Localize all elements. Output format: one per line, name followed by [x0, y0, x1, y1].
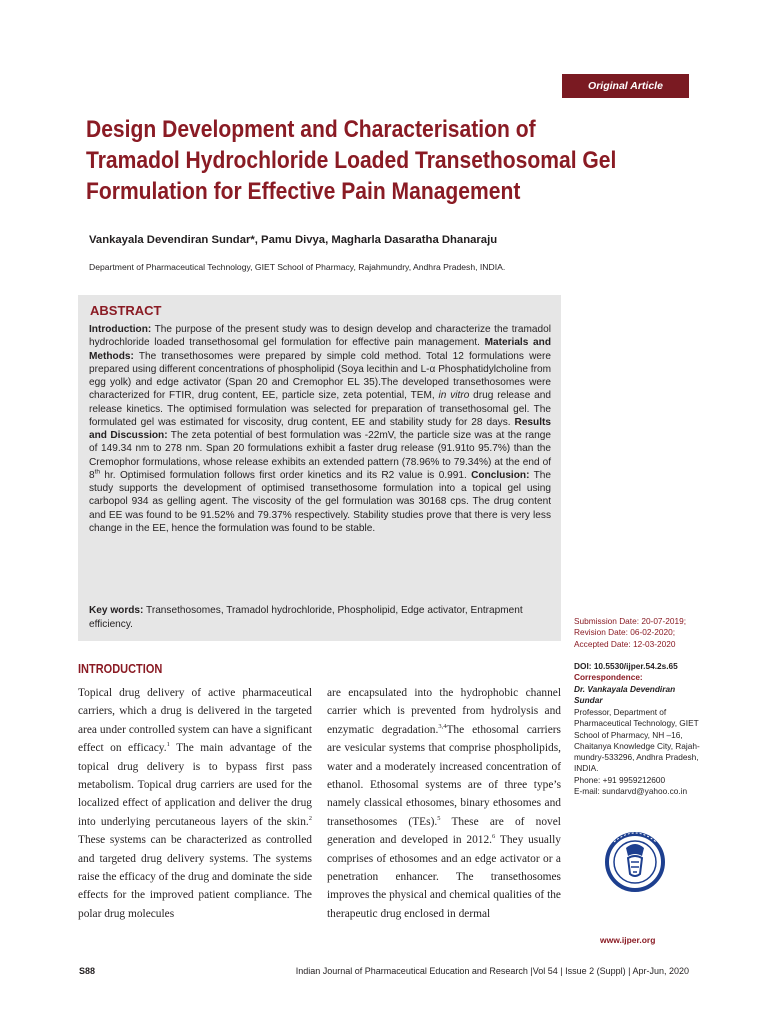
page-number: S88	[79, 966, 96, 976]
abstract-intro-text: The purpose of the present study was to design develop and characterize the tramadol hydrochloride loaded transethosomal gel formulation for effective pain management.	[89, 324, 551, 349]
intro-right-text-4: They usually comprises of ethosomes and an edge activator or a penetration enhancer. The transethosomes improves the physical and chemical qualities of the therapeutic drug enclosed in dermal	[327, 834, 561, 920]
abstract-results-text-2: hr. Optimised formulation follows first order kinetics and its R2 value is 0.991.	[100, 469, 472, 481]
correspondence-name: Dr. Vankayala Devendiran Sundar	[574, 684, 676, 706]
intro-right-text-3: These are of novel generation and developed in 2012.	[327, 815, 561, 847]
correspondence-phone: Phone: +91 9959212600	[574, 774, 666, 785]
abstract-methods-label: Materials and Methods:	[89, 337, 551, 362]
introduction-column-right	[327, 684, 561, 923]
abstract-conclusion-label: Conclusion:	[471, 469, 530, 481]
intro-right-text-2: The ethosomal carriers are vesicular systems that comprise phospholipids, water and a moderately increased concentration of ethanol. Ethosomal systems are of three type’s namely classical ethosomes, binary ethosomes and transethosomes (TEs).	[327, 723, 561, 828]
citation-6: 6	[492, 833, 496, 841]
revision-date: Revision Date: 06-02-2020;	[574, 627, 676, 638]
correspondence-address	[574, 707, 704, 797]
citation-3-4: 3,4	[438, 723, 447, 731]
article-dates	[574, 616, 704, 650]
abstract-methods-italic: in vitro	[438, 390, 470, 402]
abstract-heading: ABSTRACT	[90, 303, 162, 318]
society-seal-logo	[604, 822, 666, 926]
intro-left-text-1: Topical drug delivery of active pharmaceutical carriers, which a drug is delivered in the targeted area under controlled system can have a significant effect on efficacy.	[78, 687, 312, 755]
submission-date: Submission Date: 20-07-2019;	[574, 616, 687, 626]
accepted-date: Accepted Date: 12-03-2020	[574, 638, 676, 649]
abstract-methods-text-2: drug release and release kinetics. The optimised formulation was selected for preparation of transethosomal gel. The formulated gel was estimated for viscosity, drug content, EE and stability study for 28 days.	[89, 390, 552, 428]
abstract-text	[89, 323, 551, 535]
doi: DOI: 10.5530/ijper.54.2s.65	[574, 661, 678, 671]
abstract-results-text: The zeta potential of best formulation was -22mV, the particle size was at the range of 149.34 nm to 278 nm. Span 20 formulations exhibit a faster drug release (91.91to 95.7%) than the Cremophor formulations, whose release exhibits an extended pattern (78.96% to 79.34%) at the end of 8	[89, 430, 551, 481]
correspondence-address-text: Professor, Department of Pharmaceutical Technology, GIET School of Pharmacy, NH –16, Chaitanya Knowledge City, Rajah-mundry-533296, Andhra Pradesh, INDIA.	[574, 707, 700, 774]
article-type-badge: Original Article	[562, 74, 689, 98]
author-affiliation: Department of Pharmaceutical Technology, GIET School of Pharmacy, Rajahmundry, Andhra Pradesh, INDIA.	[89, 262, 506, 272]
article-title: Design Development and Characterisation of Tramadol Hydrochloride Loaded Transethosomal Gel Formulation for Effective Pain Management	[86, 116, 617, 205]
introduction-column-left	[78, 684, 312, 923]
intro-left-text-2: The main advantage of the topical drug delivery is to bypass first pass metabolism. Topical drug carriers are used for the localized effect of application and deliver the drug into underlying percutaneous layers of the skin.	[78, 742, 312, 828]
journal-footer: Indian Journal of Pharmaceutical Education and Research |Vol 54 | Issue 2 (Suppl) | Apr-Jun, 2020	[295, 966, 689, 976]
intro-left-text-3: These systems can be characterized as controlled and targeted drug delivery systems. The systems raise the efficacy of the drug and dominate the side effects for the improved patient compliance. The polar drug molecules	[78, 834, 312, 920]
abstract-intro-label: Introduction:	[89, 324, 152, 335]
citation-5: 5	[437, 815, 441, 823]
abstract-results-label: Results and Discussion:	[89, 416, 551, 441]
journal-website-link[interactable]: www.ijper.org	[600, 935, 656, 945]
abstract-results-sup: th	[94, 468, 101, 476]
citation-2: 2	[308, 815, 312, 823]
introduction-heading: INTRODUCTION	[78, 662, 163, 676]
keywords-text: Transethosomes, Tramadol hydrochloride, Phospholipid, Edge activator, Entrapment efficiency.	[89, 605, 523, 630]
intro-right-text-1: are encapsulated into the hydrophobic channel carrier which is prevented from hydrolysis and enzymatic degradation.	[327, 687, 561, 736]
keywords-label: Key words:	[89, 605, 144, 616]
keywords	[89, 604, 551, 631]
citation-1: 1	[166, 741, 170, 749]
correspondence-email: E-mail: sundarvd@yahoo.co.in	[574, 786, 688, 797]
abstract-conclusion-text: The study supports the development of optimised transethosome formulation into a topical gel using carbopol 934 as gelling agent. The viscosity of the gel formulation was 30168 cps. The drug content and EE was found to be 91.52% and 79.37% respectively. Stability studies prove that there is very less change in the EE, hence the formulation was found to be stable.	[89, 469, 551, 534]
abstract-methods-text: The transethosomes were prepared by simple cold method. Total 12 formulations were prepared using different concentrations of phospholipid (Soya lecithin and L-α Phosphatidylcholine from egg yolk) and edge activator (Span 20 and Cremophor EL 35).The developed transethosomes were characterized for FTIR, drug content, EE, particle size, zeta potential, TEM,	[89, 350, 551, 402]
author-list: Vankayala Devendiran Sundar*, Pamu Divya, Magharla Dasaratha Dhanaraju	[89, 234, 498, 246]
correspondence-label: Correspondence:	[574, 672, 643, 682]
